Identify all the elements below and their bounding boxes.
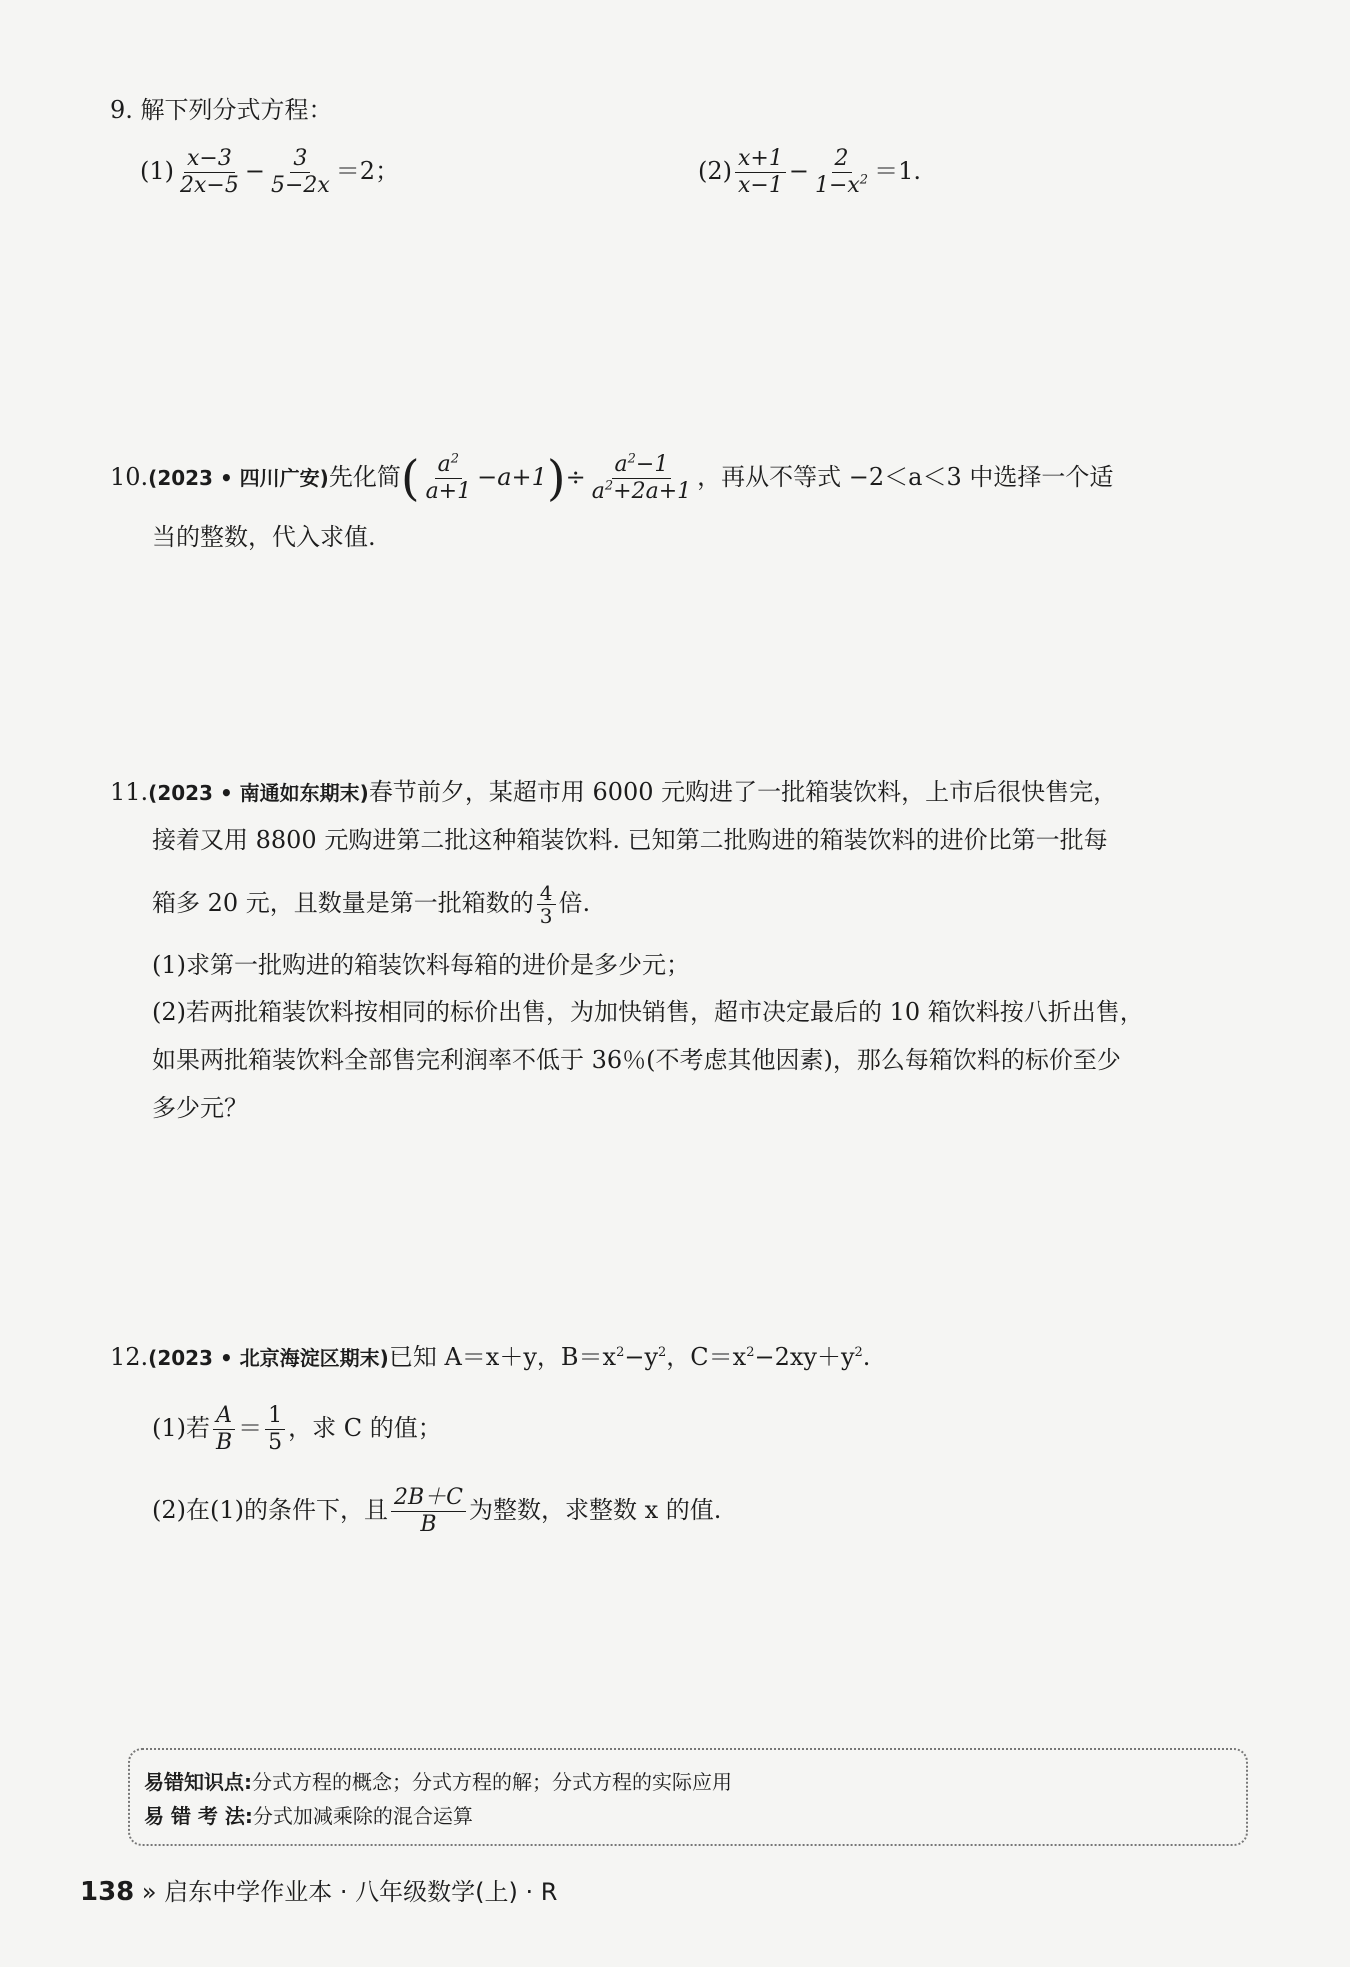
- right-paren: ): [546, 450, 566, 507]
- fraction-numerator: A: [213, 1403, 235, 1430]
- q12-line1: [110, 1340, 870, 1375]
- exponent: 2: [746, 1345, 755, 1360]
- fraction-denominator: x−1: [738, 173, 783, 198]
- q10-fraction-1: [423, 452, 475, 505]
- denominator-base: a: [591, 479, 605, 504]
- fraction-numerator: 4: [537, 882, 556, 905]
- exponent: 2: [859, 172, 869, 188]
- q11-sub1: (1)求第一批购进的箱装饮料每箱的进价是多少元；: [152, 951, 690, 979]
- fraction-numerator: [612, 452, 672, 479]
- q12-sub2-lead: (2)在(1)的条件下，且: [152, 1496, 388, 1524]
- exponent: 2: [658, 1345, 667, 1360]
- minus-sign: −: [788, 157, 809, 185]
- q11-line3-text: 箱多 20 元，且数量是第一批箱数的: [152, 889, 534, 917]
- fraction-denominator: B: [420, 1512, 437, 1537]
- exponent: 2: [604, 478, 614, 494]
- q10-tail: −a+1: [477, 463, 547, 491]
- q12-given: −2xy＋y: [754, 1343, 855, 1371]
- book-title: 启东中学作业本 · 八年级数学(上) · R: [164, 1878, 558, 1906]
- q12-sub1: [152, 1403, 442, 1456]
- q10-source: (2023 • 四川广安): [148, 466, 329, 490]
- q9-part2-label: (2): [698, 157, 732, 185]
- q10-line1: [110, 452, 1113, 505]
- q11-line1-text: 春节前夕，某超市用 6000 元购进了一批箱装饮料，上市后很快售完，: [368, 778, 1118, 806]
- notes-label-knowledge: 易错知识点:: [144, 1770, 252, 1794]
- fraction-numerator: [435, 452, 462, 479]
- q12-sub1-tail: ，求 C 的值；: [288, 1414, 442, 1442]
- q9-part1-fraction-2: [268, 146, 333, 199]
- exponent: 2: [450, 451, 460, 467]
- divide-sign: ÷: [565, 463, 586, 491]
- q11-sub2-line2: 如果两批箱装饮料全部售完利润率不低于 36％(不考虑其他因素)，那么每箱饮料的标价至少: [152, 1046, 1121, 1074]
- exponent: 2: [627, 451, 636, 467]
- equation-rhs: ＝1.: [874, 157, 921, 185]
- q9-part2: [698, 146, 921, 199]
- equation-rhs: ＝2；: [335, 157, 400, 185]
- q11-sub2-line1: (2)若两批箱装饮料按相同的标价出售，为加快销售，超市决定最后的 10 箱饮料按八折出售，: [152, 998, 1144, 1026]
- q11-line1: [110, 775, 1117, 810]
- q12-fraction-2b-plus-c: [391, 1485, 466, 1538]
- double-chevron-icon: »: [141, 1878, 157, 1906]
- q12-given: ，C＝x: [666, 1343, 747, 1371]
- fraction-numerator: 2B＋C: [391, 1485, 466, 1512]
- left-paren: (: [400, 450, 420, 507]
- notes-row-2: [144, 1800, 473, 1829]
- q12-given: 已知 A＝x＋y，B＝x: [388, 1343, 617, 1371]
- equals-sign: ＝: [238, 1414, 263, 1442]
- fraction-numerator: x+1: [735, 146, 786, 173]
- exponent: 2: [854, 1345, 863, 1360]
- q9-part1-fraction-1: [177, 146, 242, 199]
- q9-part2-fraction-1: [735, 146, 786, 199]
- q10-after: ，再从不等式 −2＜a＜3 中选择一个适: [697, 463, 1114, 491]
- q12-sub1-lead: (1)若: [152, 1414, 210, 1442]
- q12-source: (2023 • 北京海淀区期末): [148, 1346, 389, 1370]
- q11-line3-end: 倍.: [558, 889, 591, 917]
- q10-lead: 先化简: [328, 463, 401, 491]
- q11-number: 11.: [110, 778, 149, 806]
- fraction-denominator: B: [216, 1430, 233, 1455]
- exponent: 2: [616, 1345, 625, 1360]
- q12-fraction-one-fifth: [265, 1403, 285, 1456]
- fraction-numerator: x−3: [184, 146, 235, 173]
- fraction-numerator: 2: [832, 146, 852, 173]
- fraction-denominator: [812, 173, 871, 199]
- q12-fraction-a-over-b: [213, 1403, 235, 1456]
- q11-sub2-line3: 多少元？: [152, 1094, 248, 1122]
- q9-part1: [140, 146, 399, 199]
- fraction-denominator: 5: [268, 1430, 283, 1455]
- q12-number: 12.: [110, 1343, 149, 1371]
- page-number: 138: [80, 1877, 135, 1907]
- notes-text-knowledge: 分式方程的概念；分式方程的解；分式方程的实际应用: [252, 1770, 732, 1794]
- numerator-tail: −1: [635, 452, 669, 477]
- q10-line2: 当的整数，代入求值.: [152, 523, 376, 551]
- notes-row-1: [144, 1766, 732, 1795]
- q11-source: (2023 • 南通如东期末): [148, 781, 369, 805]
- q9-title: 9. 解下列分式方程：: [110, 96, 333, 124]
- denominator-base: 1−x: [814, 173, 860, 198]
- q10-number: 10.: [110, 463, 149, 491]
- q12-sub2-tail: 为整数，求整数 x 的值.: [469, 1496, 722, 1524]
- q9-part2-fraction-2: [812, 146, 871, 199]
- fraction-numerator: 1: [265, 1403, 285, 1430]
- fraction-denominator: 3: [539, 904, 553, 928]
- notes-text-method: 分式加减乘除的混合运算: [252, 1804, 473, 1828]
- fraction-numerator: 3: [290, 146, 310, 173]
- fraction-denominator: [589, 479, 694, 505]
- q12-given: .: [862, 1343, 871, 1371]
- minus-sign: −: [244, 157, 265, 185]
- q11-line3: [152, 882, 590, 927]
- error-notes-box: [128, 1748, 1248, 1846]
- q10-fraction-2: [589, 452, 694, 505]
- q12-sub2: [152, 1485, 721, 1538]
- notes-label-method: 易 错 考 法:: [144, 1804, 253, 1828]
- q11-line2: 接着又用 8800 元购进第二批这种箱装饮料. 已知第二批购进的箱装饮料的进价比第一批每: [152, 826, 1108, 854]
- q9-part1-label: (1): [140, 157, 174, 185]
- denominator-tail: +2a+1: [613, 479, 692, 504]
- page-footer: [80, 1872, 557, 1907]
- numerator-base: a: [437, 452, 451, 477]
- fraction-denominator: 2x−5: [180, 173, 239, 198]
- numerator-base: a: [614, 452, 628, 477]
- fraction-denominator: a+1: [425, 479, 472, 504]
- fraction-denominator: 5−2x: [270, 173, 330, 198]
- q12-given: −y: [624, 1343, 659, 1371]
- q11-fraction: [537, 882, 556, 927]
